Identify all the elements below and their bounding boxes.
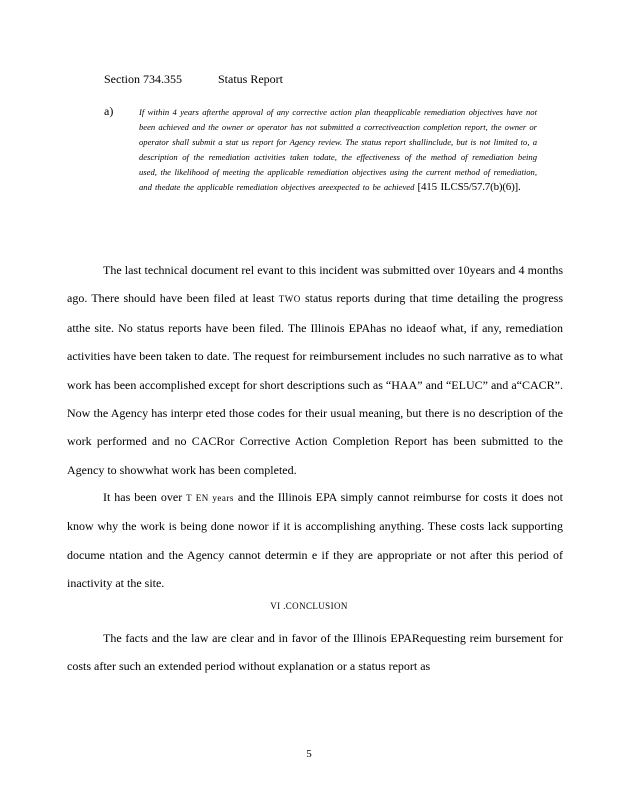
block-quote	[139, 105, 537, 194]
paragraph-1-part-2: status reports during that time detailing the progress atthe site. No status reports have been filed. The Illinois EPAhas no ideaof what, if any, remediation activities have been taken to date. The request for reimbursement includes no such narrative as to what work has been accomplished except for short descriptions such as “HAA” and “ELUC” and a“CACR”. Now the Agency has interpr eted those codes for their usual meaning, but there is no description of the work performed and no CACRor Corrective Action Completion Report has been submitted to the Agency to showwhat work has been completed.	[67, 291, 564, 477]
paragraph-1-part-1: The last technical document rel evant to this incident was submitted over 10years and 4 months ago. There should have been filed at least	[67, 263, 563, 306]
conclusion-heading: VI .CONCLUSION	[270, 601, 348, 611]
section-heading	[104, 72, 283, 87]
quote-text: If within 4 years afterthe approval of any corrective action plan theapplicable remediation objectives have not been achieved and the owner or operator has not submitted a correctiveaction completion report, the owner or operator shall submit a stat us report for Agency review. The status report shallinclude, but is not limited to, a description of the remediation activities taken todate, the effectiveness of the method of remediation being used, the likelihood of meeting the applicable remediation objectives using the current method of remediation, and thedate the applicable remediation objectives areexpected to be achieved	[139, 107, 537, 192]
paragraph-2-part-2: and the Illinois EPA simply cannot reimburse for costs it does not know why the work is being done nowor if it is accomplishing anything. These costs lack supporting docume ntation and the Agency cannot determin e if they are appropriate or not after this period of inactivity at the site.	[67, 490, 564, 591]
paragraph-2-part-1: It has been over	[103, 490, 183, 504]
section-title: Status Report	[218, 72, 283, 86]
paragraph-status-reports	[67, 256, 563, 484]
quote-citation: [415 ILCS5/57.7(b)(6)].	[417, 180, 521, 193]
emphasis-two: TWO	[278, 294, 301, 305]
paragraph-conclusion: The facts and the law are clear and in favor of the Illinois EPARequesting reim bursement for costs after such an extended period without explanation or a status report as	[67, 631, 563, 674]
page-number: 5	[306, 748, 312, 760]
section-number: Section 734.355	[104, 72, 182, 86]
quote-item-label: a)	[104, 104, 114, 118]
emphasis-ten-years: T EN years	[186, 493, 234, 503]
paragraph-ten-years	[67, 483, 563, 598]
